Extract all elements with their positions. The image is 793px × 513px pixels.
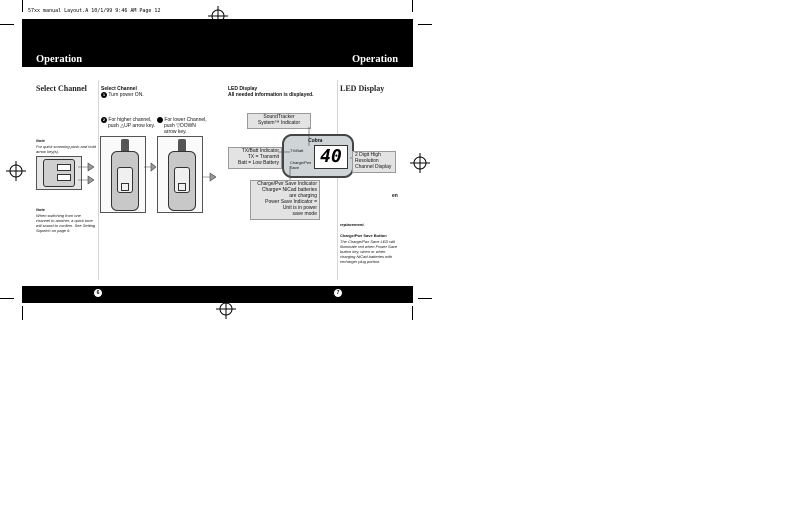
note1-text: For quick scanning push and hold arrow key(s). (36, 144, 96, 154)
radio-down-illustration (157, 136, 203, 213)
led-display-subheading: All needed information is displayed. (228, 92, 314, 98)
soundtracker-label: SoundTracker (263, 114, 295, 120)
arrow-down-icon (202, 172, 216, 182)
registration-mark-right (410, 153, 430, 173)
bottom-footer-bar (22, 286, 413, 303)
lcd-brand: Cobra (308, 138, 323, 144)
radio-up-illustration (100, 136, 146, 213)
lcd-charge-label: Charge/Pwr Save (290, 160, 312, 170)
led-display-heading: LED Display (228, 86, 258, 92)
note2-text: When switching from one channel to another, a quick tone will sound to confirm. See Setting Squelch on page 6. (36, 213, 96, 233)
column-guide-left (98, 80, 99, 280)
right-section-title: LED Display (340, 84, 385, 93)
crop-mark-top-left (22, 0, 23, 12)
crop-mark-top-right (412, 0, 413, 12)
stray-text: en (392, 193, 398, 199)
step2a-number: 2 (102, 117, 106, 122)
note2-label: Note (36, 207, 45, 212)
channel-line1: 2 Digit High (355, 152, 381, 158)
select-channel-heading: Select Channel (101, 86, 137, 92)
step2a-line2: push △UP arrow key. (108, 123, 156, 129)
replacement-text: replacement. (340, 222, 365, 227)
callout-leader-lines (220, 110, 400, 230)
step2a-line1: For higher channel, (108, 117, 152, 123)
crop-mark-right-bottom (418, 298, 432, 299)
arrow-down-icon (78, 175, 94, 185)
step1-number: 1 (102, 92, 106, 97)
right-page-number: 7 (334, 289, 342, 297)
lcd-channel-number: 40 (320, 146, 342, 167)
crop-mark-right-top (418, 24, 432, 25)
txbatt-title: TX/Batt Indicator (241, 148, 279, 154)
crop-mark-left-bottom (0, 298, 14, 299)
step2b-line1: For lower Channel, (157, 117, 207, 123)
soundtracker-label2: System™ Indicator (257, 120, 301, 126)
txbatt-line3: Batt = Low Battery (238, 160, 279, 166)
lcd-tx-label: TX/Batt (290, 148, 304, 153)
charge-line2: Charge= NiCad batteries (261, 187, 317, 193)
left-page-header: Operation (36, 54, 83, 65)
print-slug: 57xx manual Layout.A 10/1/99 9:46 AM Page 12 (28, 8, 161, 14)
step1-text: Turn power ON. (108, 92, 144, 98)
left-section-title: Select Channel (36, 84, 87, 93)
radio-side-illustration (36, 156, 82, 190)
charge-button-body: The Charge/Pwr Save LED will illuminate red when Power Save button key, when or when charging NiCad batteries with recharger plug portion. (340, 239, 398, 264)
left-page-number: 6 (94, 289, 102, 297)
charge-line1: Charge/Pwr Save Indicator (257, 181, 317, 187)
crop-mark-bottom-left (22, 306, 23, 320)
charge-line5: Unit is in power (282, 205, 317, 211)
step1 (101, 92, 144, 98)
registration-mark-left (6, 161, 26, 181)
crop-mark-left-top (0, 24, 14, 25)
charge-button-heading: Charge/Pwr Save Button (340, 233, 387, 238)
txbatt-line2: TX = Transmit (247, 154, 279, 160)
charge-line3: are charging (289, 193, 317, 199)
arrow-up-icon (144, 162, 156, 172)
channel-line2: Resolution (355, 158, 379, 164)
step2b-line3: arrow key. (164, 129, 187, 135)
arrow-up-icon (78, 162, 94, 172)
crop-mark-bottom-right (412, 306, 413, 320)
note1-label: Note (36, 138, 45, 143)
charge-line4: Power Save Indicator = (265, 199, 317, 205)
step2b-bullet (157, 117, 163, 123)
right-page-header: Operation (352, 54, 399, 65)
step2b-line2: push ▽DOWN (164, 123, 196, 129)
channel-line3: Channel Display (355, 164, 392, 170)
charge-line6: save mode (292, 211, 317, 217)
